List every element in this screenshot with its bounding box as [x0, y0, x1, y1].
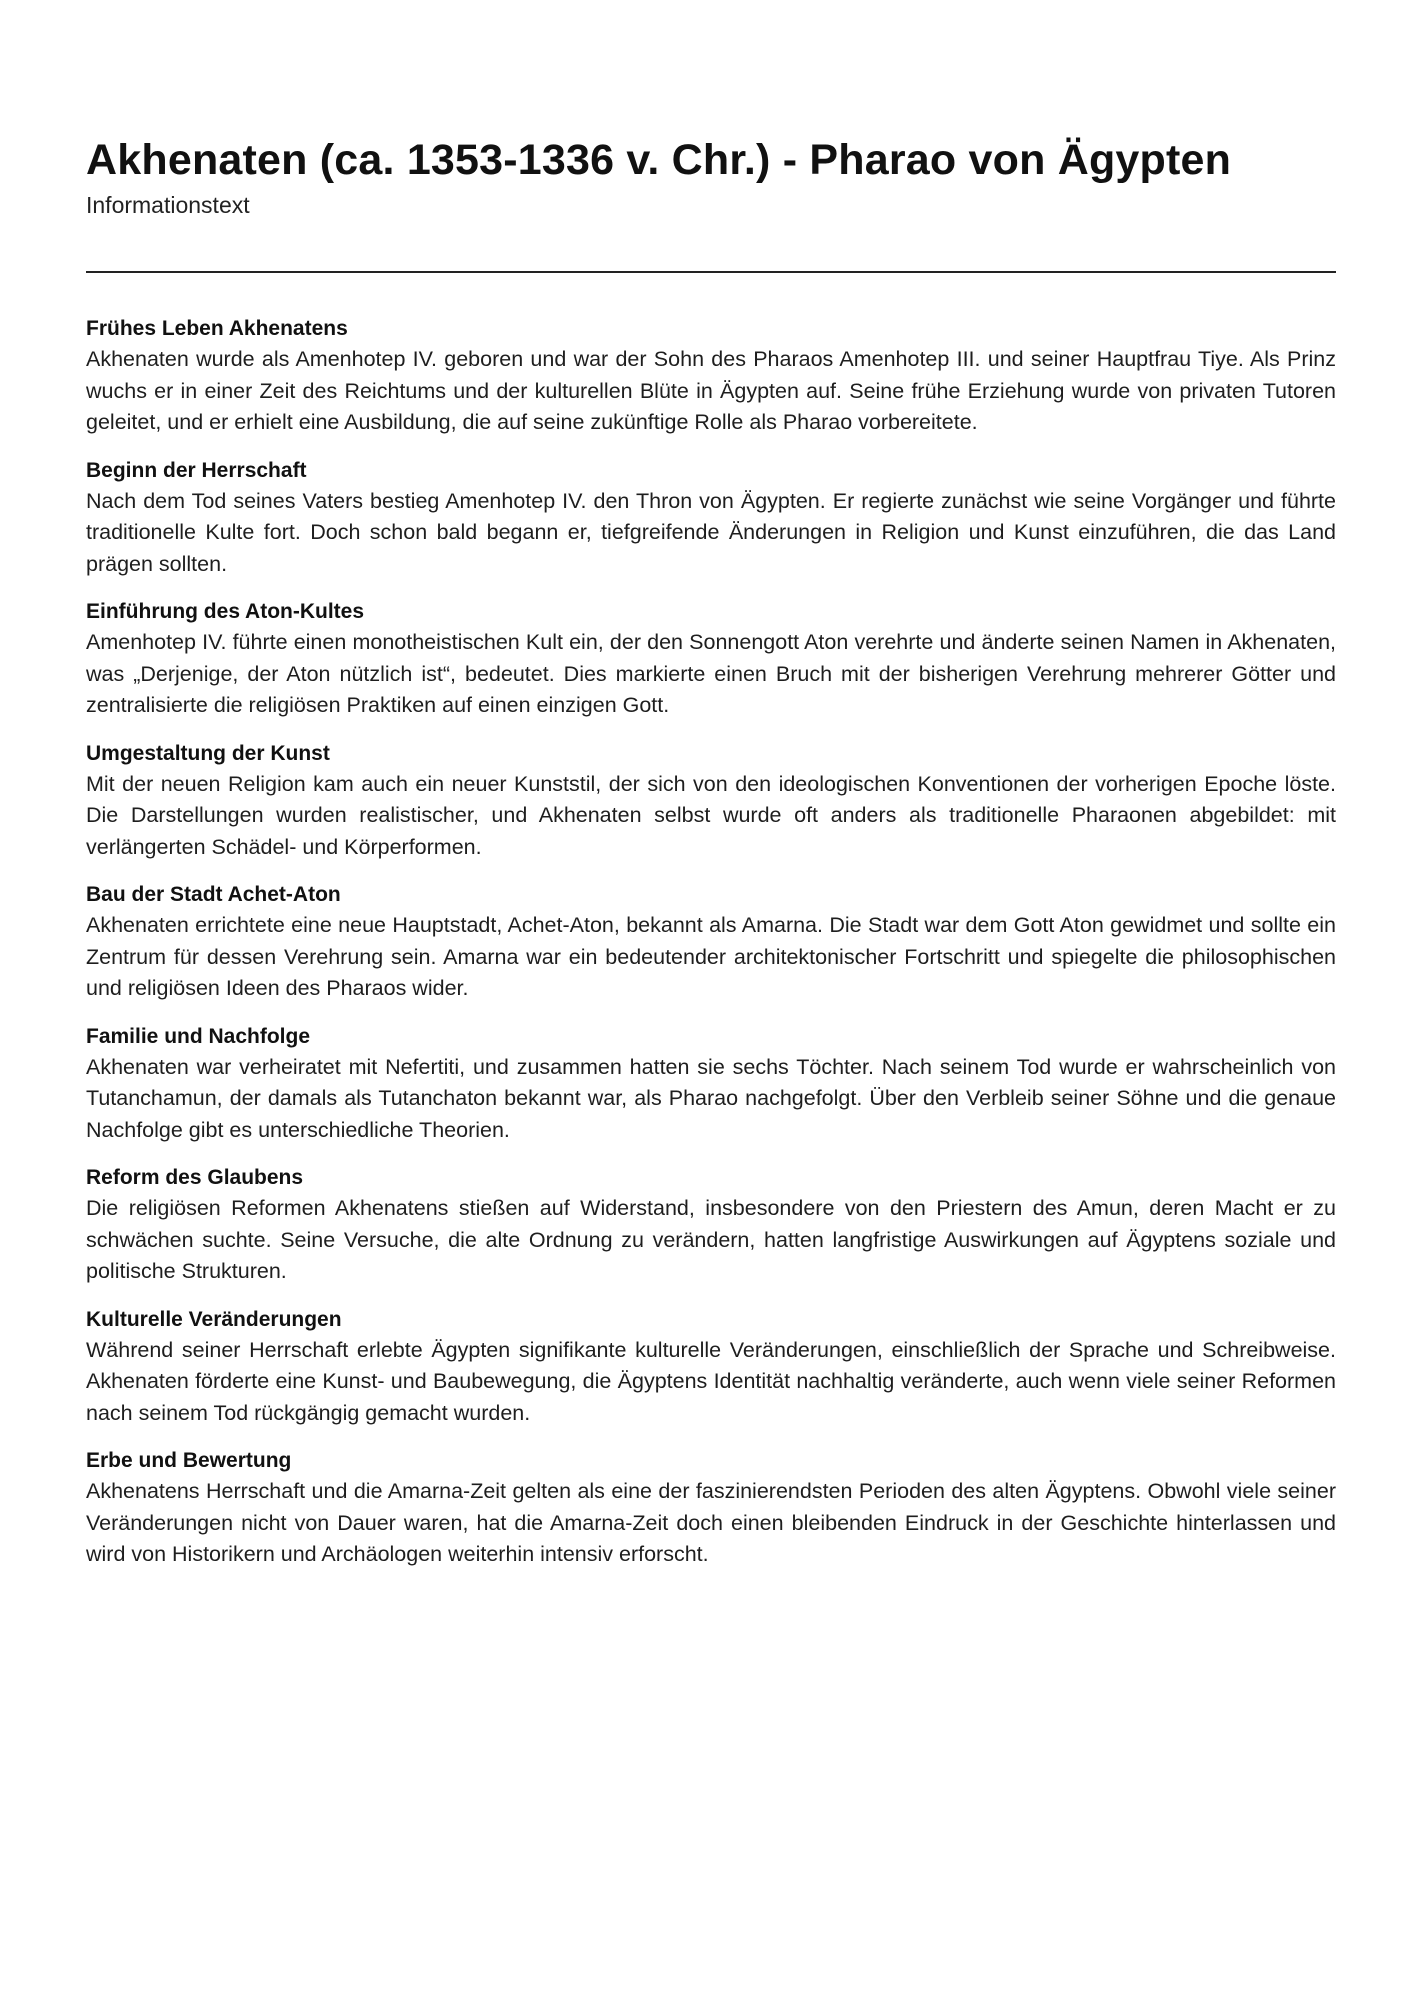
section-aton-kult [86, 597, 1336, 722]
section-body: Akhenaten errichtete eine neue Hauptstadt, Achet-Aton, bekannt als Amarna. Die Stadt war dem Gott Aton gewidmet und sollte ein Zentrum für dessen Verehrung sein. Amarna war ein bedeutender architektonischer Fortschritt und spiegelte die philosophischen und religiösen Ideen des Pharaos wider. [86, 913, 1336, 1000]
section-heading: Umgestaltung der Kunst [86, 741, 330, 765]
section-heading: Kulturelle Veränderungen [86, 1307, 342, 1331]
section-familie-nachfolge [86, 1022, 1336, 1147]
section-body: Während seiner Herrschaft erlebte Ägypten signifikante kulturelle Veränderungen, einschließlich der Sprache und Schreibweise. Akhenaten förderte eine Kunst- und Baubewegung, die Ägyptens Identität nachhaltig veränderte, auch wenn viele seiner Reformen nach seinem Tod rückgängig gemacht wurden. [86, 1337, 1336, 1425]
section-heading: Bau der Stadt Achet-Aton [86, 883, 341, 906]
section-heading: Beginn der Herrschaft [86, 458, 307, 482]
section-fruehes-leben [86, 314, 1336, 439]
section-body: Amenhotep IV. führte einen monotheistischen Kult ein, der den Sonnengott Aton verehrte und änderte seinen Namen in Akhenaten, was „Derjenige, der Aton nützlich ist“, bedeutet. Dies markierte einen Bruch mit der bisherigen Verehrung mehrerer Götter und zentralisierte die religiösen Praktiken auf einen einzigen Gott. [86, 630, 1336, 717]
section-kulturelle-veraenderungen [86, 1305, 1336, 1430]
section-body: Die religiösen Reformen Akhenatens stießen auf Widerstand, insbesondere von den Priestern des Amun, deren Macht er zu schwächen suchte. Seine Versuche, die alte Ordnung zu verändern, hatten langfristige Auswirkungen auf Ägyptens soziale und politische Strukturen. [86, 1196, 1336, 1283]
section-body: Nach dem Tod seines Vaters bestieg Amenhotep IV. den Thron von Ägypten. Er regierte zunächst wie seine Vorgänger und führte traditionelle Kulte fort. Doch schon bald begann er, tiefgreifende Änderungen in Religion und Kunst einzuführen, die das Land prägen sollten. [86, 488, 1336, 576]
section-heading: Erbe und Bewertung [86, 1449, 292, 1472]
section-reform-glaubens [86, 1163, 1336, 1288]
section-heading: Familie und Nachfolge [86, 1024, 311, 1048]
section-body: Mit der neuen Religion kam auch ein neuer Kunststil, der sich von den ideologischen Konventionen der vorherigen Epoche löste. Die Darstellungen wurden realistischer, und Akhenaten selbst wurde oft anders als traditionelle Pharaonen abgebildet: mit verlängerten Schädel- und Körperformen. [86, 771, 1336, 859]
section-heading: Reform des Glaubens [86, 1166, 304, 1189]
section-achet-aton [86, 880, 1336, 1005]
section-body: Akhenatens Herrschaft und die Amarna-Zeit gelten als eine der faszinierendsten Perioden des alten Ägyptens. Obwohl viele seiner Veränderungen nicht von Dauer waren, hat die Amarna-Zeit doch einen bleibenden Eindruck in der Geschichte hinterlassen und wird von Historikern und Archäologen weiterhin intensiv erforscht. [86, 1479, 1336, 1566]
section-heading: Einführung des Aton-Kultes [86, 600, 365, 623]
section-heading: Frühes Leben Akhenatens [86, 317, 348, 340]
section-body: Akhenaten war verheiratet mit Nefertiti, und zusammen hatten sie sechs Töchter. Nach seinem Tod wurde er wahrscheinlich von Tutanchamun, der damals als Tutanchaton bekannt war, als Pharao nachgefolgt. Über den Verbleib seiner Söhne und die genaue Nachfolge gibt es unterschiedliche Theorien. [86, 1054, 1336, 1142]
section-umgestaltung-kunst [86, 739, 1336, 864]
section-body: Akhenaten wurde als Amenhotep IV. geboren und war der Sohn des Pharaos Amenhotep III. und seiner Hauptfrau Tiye. Als Prinz wuchs er in einer Zeit des Reichtums und der kulturellen Blüte in Ägypten auf. Seine frühe Erziehung wurde von privaten Tutoren geleitet, und er erhielt eine Ausbildung, die auf seine zukünftige Rolle als Pharao vorbereitete. [86, 347, 1336, 434]
sections-container [86, 314, 1336, 1588]
section-erbe-bewertung [86, 1446, 1336, 1571]
section-beginn-herrschaft [86, 456, 1336, 581]
document-subtitle: Informationstext [86, 192, 250, 218]
document-title: Akhenaten (ca. 1353-1336 v. Chr.) - Pharao von Ägypten [86, 136, 1232, 184]
title-divider [86, 271, 1336, 273]
